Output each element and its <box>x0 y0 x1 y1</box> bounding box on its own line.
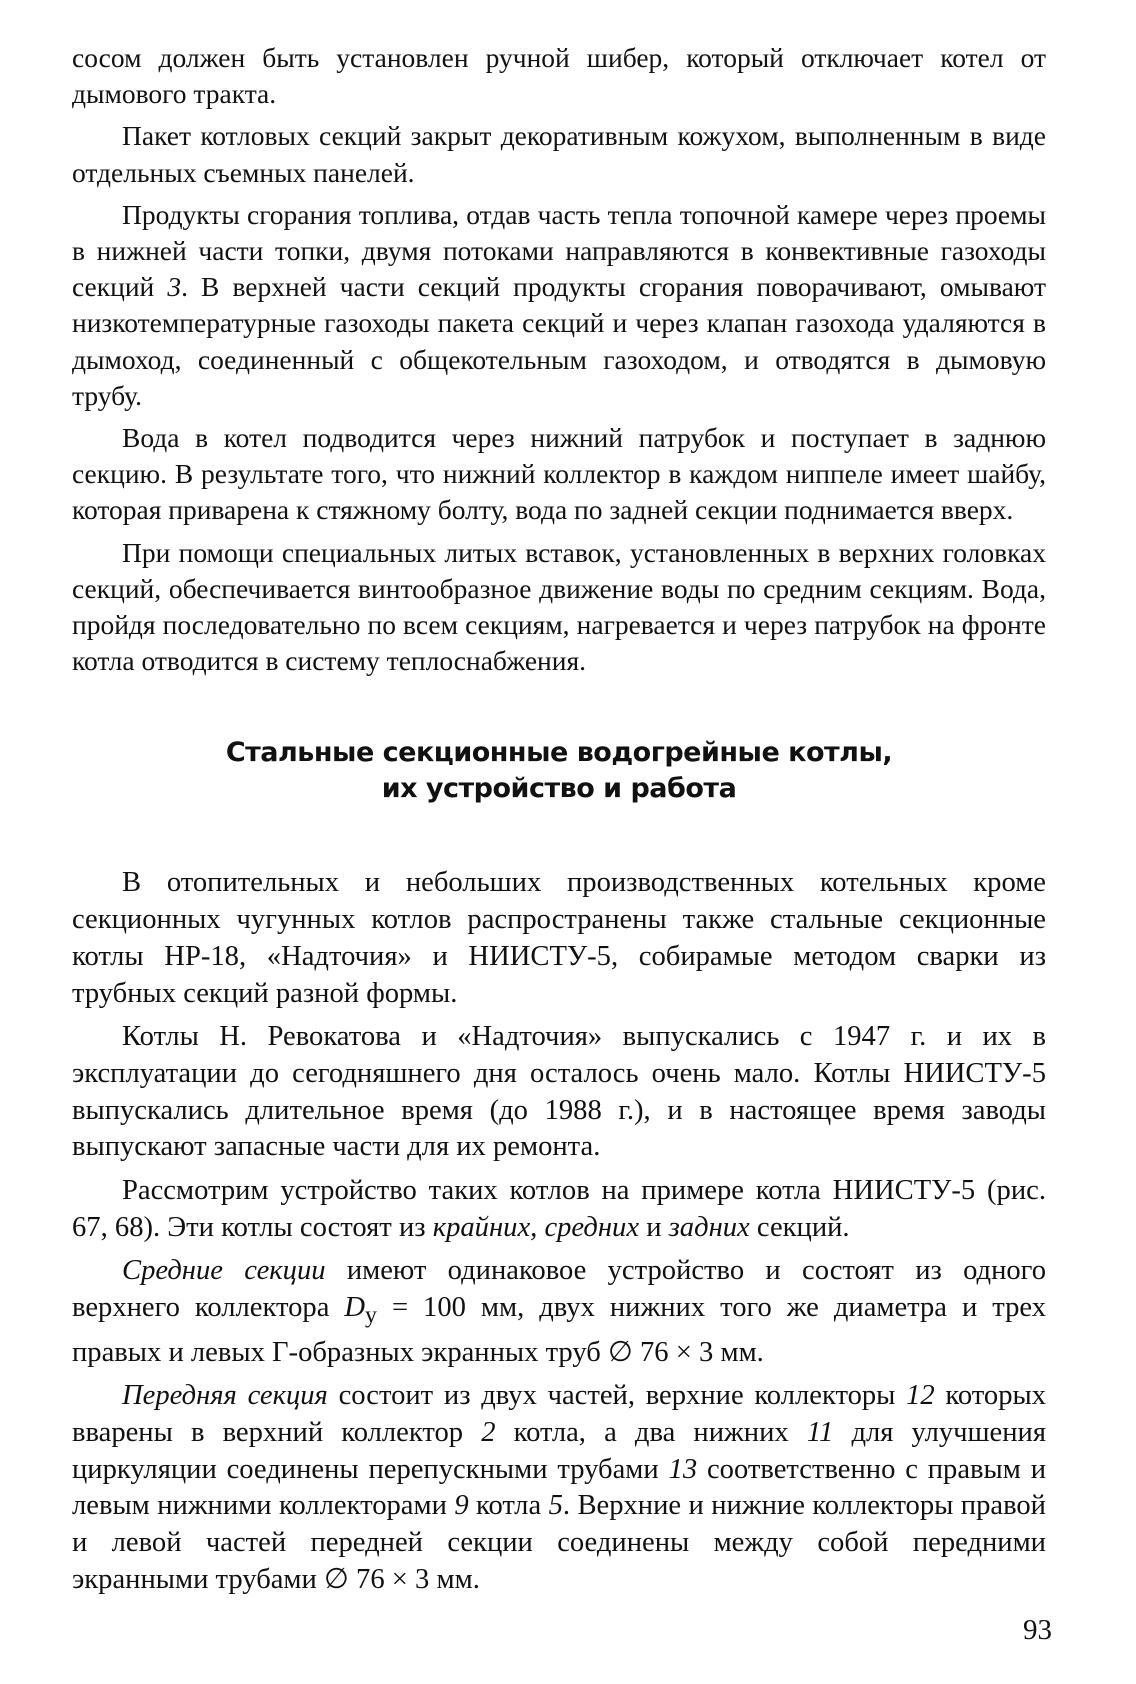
text-run: котла <box>468 1490 549 1522</box>
reference-number: 5 <box>548 1490 563 1522</box>
text-run: для улучшения циркуляции соединены перепускными трубами <box>72 1417 1047 1485</box>
reference-number: 9 <box>454 1490 469 1522</box>
heading-line-1: Стальные секционные водогрейные котлы, <box>225 737 893 769</box>
paragraph-continuation: сосом должен быть установлен ручной шибер, который отключает котел от дымового тракта. <box>72 42 1046 110</box>
diameter-subscript: у <box>365 1302 377 1329</box>
reference-number: 12 <box>906 1380 935 1412</box>
paragraph-combustion-products <box>72 197 1046 414</box>
reference-number: 3 <box>167 271 182 303</box>
text-run: . Верхние и нижние коллекторы правой и левой частей передней секции соединены между собой передними экранными трубами ∅ 76 × 3 мм. <box>72 1490 1046 1595</box>
section-heading <box>72 735 1046 807</box>
italic-term: крайних, средних <box>432 1211 640 1243</box>
text-run: соответственно с правым и левым нижними коллекторами <box>72 1453 1046 1522</box>
reference-number: 2 <box>481 1417 496 1449</box>
text-run: . В верхней части секций продукты сгорания поворачивают, омывают низкотемпературные газоходы пакета секций и через клапан газохода удаляются в дымоход, соединенный с общекотельным газоходом, и отводятся в дымовую трубу. <box>72 271 1046 411</box>
text-run: секций. <box>749 1211 850 1243</box>
page-number: 93 <box>1023 1614 1052 1646</box>
paragraph-front-section <box>72 1378 1046 1598</box>
text-run: котла, а два нижних <box>495 1417 807 1449</box>
text-block-bottom <box>72 865 1046 1598</box>
paragraph-cast-inserts: При помощи специальных литых вставок, установленных в верхних головках секций, обеспечивается винтообразное движение воды по средним секциям. Вода, пройдя последовательно по всем секциям, нагревается и через патрубок на фронте котла отводится в систему теплоснабжения. <box>72 536 1046 677</box>
text-run: которых вварены в верхний коллектор <box>72 1380 1047 1449</box>
text-run: Рассмотрим устройство таких котлов на примере котла НИИСТУ-5 (рис. 67, 68). Эти котлы состоят из <box>72 1175 1046 1243</box>
italic-term: Передняя секция <box>122 1380 328 1412</box>
paragraph-casing: Пакет котловых секций закрыт декоративным кожухом, выполненным в виде отдельных съемных панелей. <box>72 120 1046 188</box>
paragraph-production-history: Котлы Н. Ревокатова и «Надточия» выпускались с 1947 г. и их в эксплуатации до сегодняшнего дня осталось очень мало. Котлы НИИСТУ-5 выпускались длительное время (до 1988 г.), и в настоящее время заводы выпускают запасные части для их ремонта. <box>72 1021 1046 1163</box>
paragraph-steel-boilers: В отопительных и небольших производственных котельных кроме секционных чугунных котлов распространены также стальные секционные котлы НР-18, «Надточия» и НИИСТУ-5, собирамые методом сварки из трубных секций разной формы. <box>72 867 1046 1009</box>
reference-number: 11 <box>806 1417 834 1449</box>
text-run: и <box>639 1211 669 1243</box>
paragraph-sections-overview <box>72 1173 1046 1246</box>
reference-number: 13 <box>668 1453 698 1485</box>
paragraph-water-inlet: Вода в котел подводится через нижний патрубок и поступает в заднюю секцию. В результате того, что нижний коллектор в каждом ниппеле имеет шайбу, которая приварена к стяжному болту, вода по задней секции поднимается вверх. <box>72 422 1046 526</box>
text-run: Продукты сгорания топлива, отдав часть тепла топочной камере через проемы в нижней части топки, двумя потоками направляются в конвективные газоходы секций <box>72 198 1046 303</box>
paragraph-middle-sections <box>72 1253 1046 1371</box>
text-run: имеют одинаковое устройство и состоят из одного верхнего коллектора <box>72 1255 1046 1324</box>
text-block-top <box>72 40 1046 679</box>
text-run: = 100 мм, двух нижних того же диаметра и трех правых и левых Г-образных экранных труб ∅ 76 × 3 мм. <box>72 1292 1047 1368</box>
diameter-symbol: D <box>344 1292 366 1324</box>
heading-line-2: их устройство и работа <box>381 773 737 805</box>
text-run: состоит из двух частей, верхние коллекторы <box>327 1380 907 1412</box>
italic-term: задних <box>668 1211 750 1243</box>
italic-term: Средние секции <box>122 1255 326 1287</box>
